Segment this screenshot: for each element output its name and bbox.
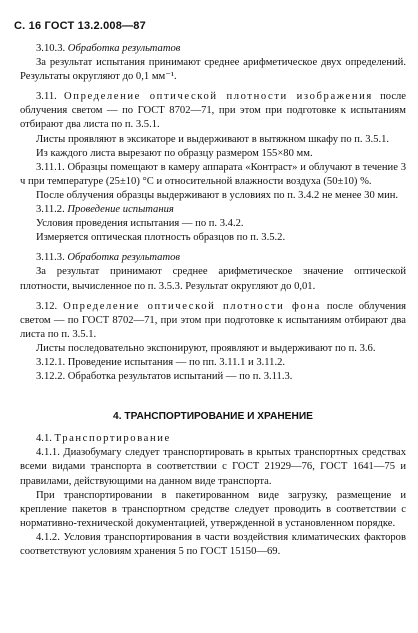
subsection-number: 3.10.3. — [36, 43, 66, 54]
paragraph: За результат испытания принимают среднее арифметическое двух определений. Результаты округляют до 0,1 мм⁻¹. — [20, 57, 406, 83]
paragraph: Листы последовательно экспонируют, проявляют и выдерживают по п. 3.6. — [36, 342, 376, 354]
paragraph: 3.11.1. Образцы помещают в камеру аппарата «Контраст» и облучают в течение 3 ч при температуре (25±10) °C и относительной влажности воздуха (50±10) %. — [20, 161, 406, 187]
subsection-3-11-2 — [20, 203, 406, 217]
paragraph: Условия проведения испытания — по п. 3.4.2. — [36, 218, 244, 230]
subsection-number: 4.1. — [36, 433, 52, 445]
document-body — [20, 42, 406, 559]
paragraph: При транспортировании в пакетированном виде загрузку, размещение и крепление пакетов в транспортном средстве следует проводить в соответствии с нормативно-технической документацией, утвержденной в установленном порядке. — [20, 489, 406, 529]
subsection-3-10-3 — [20, 42, 406, 56]
page-header: С. 16 ГОСТ 13.2.008—87 — [14, 20, 146, 32]
subsection-4-1 — [20, 432, 406, 446]
subsection-heading: Обработка результатов — [67, 252, 181, 264]
subsection-3-11-3 — [20, 251, 406, 265]
subsection-number: 3.11.2. — [36, 204, 65, 216]
paragraph: Измеряется оптическая плотность образцов по п. 3.5.2. — [36, 232, 286, 244]
subsection-heading: Транспортирование — [54, 433, 171, 445]
paragraph: 4.1.1. Диазобумагу следует транспортировать в крытых транспортных средствах всеми видами транспорта в соответствии с ГОСТ 21929—76, ГОСТ 1641—75 и правилами, действующими на данном виде транспорта. — [20, 447, 406, 487]
subsection-3-12 — [20, 300, 406, 342]
paragraph: Листы проявляют в эксикаторе и выдерживают в вытяжном шкафу по п. 3.5.1. — [36, 133, 390, 145]
paragraph: Из каждого листа вырезают по образцу размером 155×80 мм. — [36, 147, 313, 159]
paragraph: За результат принимают среднее арифметическое значение оптической плотности, вычисленное по п. 3.5.3. Результат округляют до 0,01. — [20, 266, 406, 292]
paragraph: 3.12.1. Проведение испытания — по пп. 3.11.1 и 3.11.2. — [36, 356, 286, 368]
subsection-heading: Обработка результатов — [67, 43, 181, 54]
paragraph: 3.12.2. Обработка результатов испытаний — по п. 3.11.3. — [36, 371, 293, 383]
subsection-number: 3.12. — [36, 300, 58, 312]
subsection-heading: Определение оптической плотности изображения — [64, 91, 373, 103]
subsection-number: 3.11.3. — [36, 252, 65, 264]
paragraph: После облучения образцы выдерживают в условиях по п. 3.4.2 не менее 30 мин. — [36, 189, 399, 201]
paragraph: 4.1.2. Условия транспортирования в части воздействия климатических факторов соответствуют условиям хранения 5 по ГОСТ 15150—69. — [20, 531, 406, 557]
subsection-heading: Определение оптической плотности фона — [63, 300, 321, 312]
subsection-3-11 — [20, 90, 406, 132]
section-title: 4. ТРАНСПОРТИРОВАНИЕ И ХРАНЕНИЕ — [113, 411, 313, 423]
subsection-heading: Проведение испытания — [67, 204, 174, 216]
subsection-number: 3.11. — [36, 91, 57, 103]
subsection-text: после облучения светом — по ГОСТ 8702—71, при этом при подготовке к испытаниям отбирают два листа по п. 3.5.1. — [20, 300, 406, 340]
subsection-text: после облучения светом — по ГОСТ 8702—71, при этом при подготовке к испытаниям отбирают два листа по п. 3.5.1. — [20, 91, 407, 131]
